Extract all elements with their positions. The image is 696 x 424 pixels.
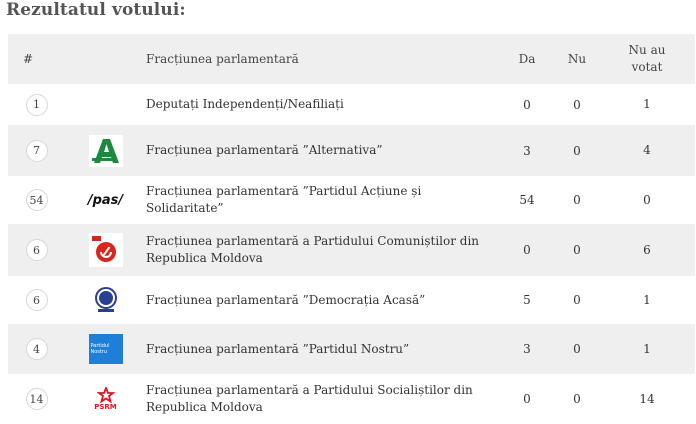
table-row	[8, 276, 695, 324]
faction-name: Fracțiunea parlamentară a Partidului Socialiștilor din Republica Moldova	[146, 383, 473, 414]
vote-nu: 0	[573, 243, 581, 257]
member-count-badge: 54	[26, 189, 48, 211]
vote-results-table	[8, 34, 695, 424]
faction-name: Deputați Independenți/Neafiliați	[146, 97, 344, 111]
faction-name: Fracțiunea parlamentară a Partidului Comuniștilor din Republica Moldova	[146, 234, 480, 265]
vote-nu-au-votat: 0	[643, 192, 651, 207]
vote-da: 3	[523, 143, 531, 158]
pas-logo: /pas/	[87, 192, 124, 208]
member-count-badge: 7	[26, 140, 48, 162]
vote-da: 0	[523, 97, 531, 112]
democratia-acasa-logo	[91, 285, 121, 315]
header-name: Fracțiunea parlamentară	[146, 51, 299, 66]
table-row	[8, 84, 695, 125]
table-row	[8, 176, 695, 224]
page-title: Rezultatul votului:	[6, 0, 186, 20]
vote-nu: 0	[573, 97, 581, 112]
faction-name: Fracțiunea parlamentară ”Partidul Acțiune și Solidaritate”	[146, 184, 422, 215]
vote-da: 0	[523, 243, 531, 257]
vote-da: 0	[523, 392, 531, 406]
table-row	[8, 125, 695, 176]
header-nu: Nu	[567, 52, 587, 66]
table-row	[8, 224, 695, 276]
vote-da: 54	[519, 193, 535, 207]
faction-name: Fracțiunea parlamentară ”Partidul Nostru”	[146, 341, 410, 356]
vote-nu-au-votat: 1	[643, 292, 651, 307]
header-nu-au-votat: Nu au votat	[628, 43, 666, 74]
faction-name: Fracțiunea parlamentară ”Alternativa”	[146, 143, 383, 157]
member-count-badge: 6	[26, 239, 48, 261]
psrm-logo-text: PSRM	[94, 403, 117, 411]
vote-nu: 0	[573, 392, 581, 406]
partidul-nostru-logo: Partidul Nostru	[89, 334, 123, 364]
header-da: Da	[518, 52, 536, 66]
vote-nu-au-votat: 14	[639, 391, 655, 406]
member-count-badge: 14	[26, 388, 48, 410]
member-count-badge: 1	[26, 94, 48, 116]
vote-nu-au-votat: 4	[643, 143, 651, 157]
alternativa-logo	[89, 135, 123, 167]
psrm-logo	[94, 387, 117, 411]
member-count-badge: 6	[26, 289, 48, 311]
vote-nu-au-votat: 1	[643, 341, 651, 356]
vote-da: 3	[523, 342, 531, 356]
header-num: #	[23, 52, 34, 66]
vote-nu-au-votat: 1	[643, 97, 651, 111]
vote-da: 5	[523, 293, 531, 307]
table-row	[8, 324, 695, 374]
table-header	[8, 34, 695, 84]
member-count-badge: 4	[26, 338, 48, 360]
table-row	[8, 374, 695, 424]
vote-nu-au-votat: 6	[643, 242, 651, 257]
vote-nu: 0	[573, 293, 581, 307]
vote-nu: 0	[573, 143, 581, 158]
pcrm-logo	[89, 233, 123, 267]
vote-nu: 0	[573, 193, 581, 207]
vote-nu: 0	[573, 342, 581, 356]
faction-name: Fracțiunea parlamentară ”Democrația Acasă”	[146, 292, 426, 307]
